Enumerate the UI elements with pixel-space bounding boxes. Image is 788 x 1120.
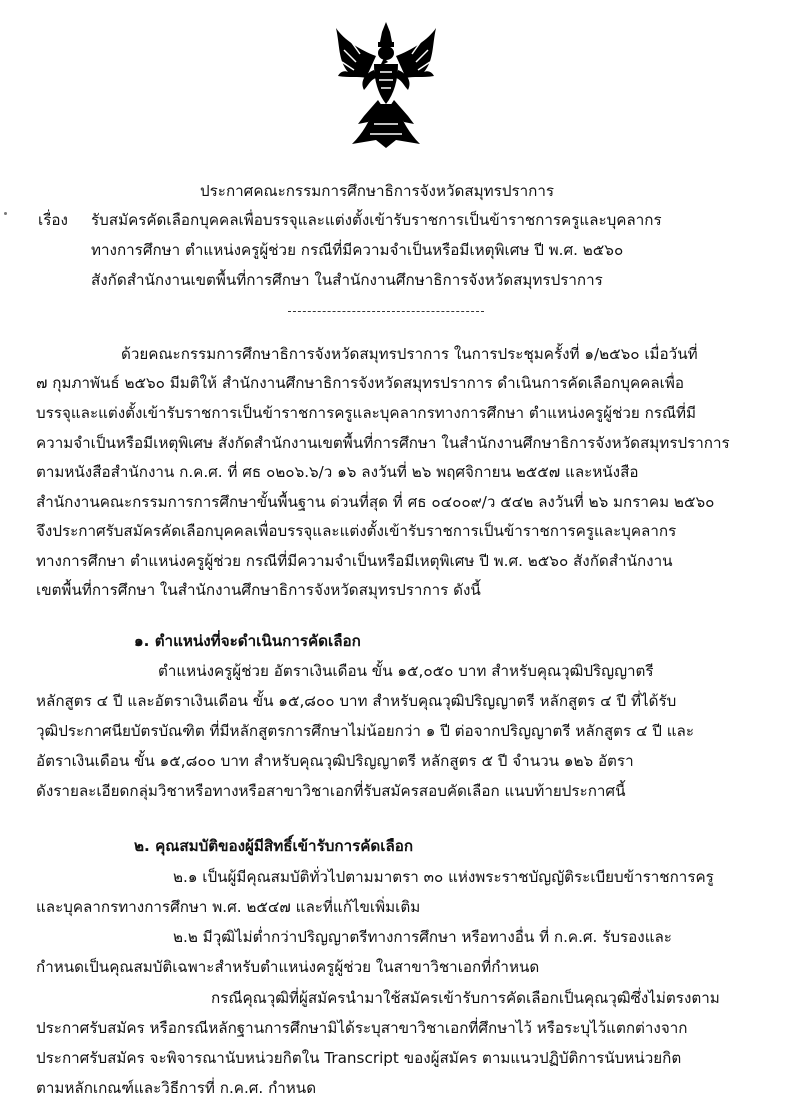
intro-line: ด้วยคณะกรรมการศึกษาธิการจังหวัดสมุทรปราการ ในการประชุมครั้งที่ ๑/๒๕๖๐ เมื่อวันที่ — [121, 345, 698, 363]
section-line: กรณีคุณวุฒิที่ผู้สมัครนำมาใช้สมัครเข้ารับการคัดเลือกเป็นคุณวุฒิซึ่งไม่ตรงตาม — [211, 989, 720, 1007]
section-heading: ๒. คุณสมบัติของผู้มีสิทธิ์เข้ารับการคัดเลือก — [134, 837, 414, 855]
garuda-emblem-icon — [330, 20, 442, 150]
intro-line: จึงประกาศรับสมัครคัดเลือกบุคคลเพื่อบรรจุและแต่งตั้งเข้ารับราชการเป็นข้าราชการครูและบุคลากร — [36, 522, 677, 540]
subject-line: รับสมัครคัดเลือกบุคคลเพื่อบรรจุและแต่งตั้งเข้ารับราชการเป็นข้าราชการครูและบุคลากร — [91, 211, 662, 229]
section-line: ตำแหน่งครูผู้ช่วย อัตราเงินเดือน ขั้น ๑๕,๐๕๐ บาท สำหรับคุณวุฒิปริญญาตรี — [158, 662, 654, 680]
section-line: กำหนดเป็นคุณสมบัติเฉพาะสำหรับตำแหน่งครูผู้ช่วย ในสาขาวิชาเอกที่กำหนด — [36, 958, 540, 976]
section-line: หลักสูตร ๔ ปี และอัตราเงินเดือน ขั้น ๑๕,๘๐๐ บาท สำหรับคุณวุฒิปริญญาตรี หลักสูตร ๔ ปี ที่ได้รับ — [36, 692, 677, 710]
intro-line: ทางการศึกษา ตำแหน่งครูผู้ช่วย กรณีที่มีความจำเป็นหรือมีเหตุพิเศษ ปี พ.ศ. ๒๕๖๐ สังกัดสำนักงาน — [36, 552, 673, 570]
section-heading: ๑. ตำแหน่งที่จะดำเนินการคัดเลือก — [134, 632, 361, 650]
section-line: ประกาศรับสมัคร จะพิจารณานับหน่วยกิตใน Transcript ของผู้สมัคร ตามแนวปฏิบัติการนับหน่วยกิต — [36, 1049, 682, 1067]
intro-line: ๗ กุมภาพันธ์ ๒๕๖๐ มีมติให้ สำนักงานศึกษาธิการจังหวัดสมุทรปราการ ดำเนินการคัดเลือกบุคคลเพื่อ — [36, 374, 684, 392]
intro-line: บรรจุและแต่งตั้งเข้ารับราชการเป็นข้าราชการครูและบุคลากรทางการศึกษา ตำแหน่งครูผู้ช่วย กรณีที่มี — [36, 404, 697, 422]
section-line: วุฒิประกาศนียบัตรบัณฑิต ที่มีหลักสูตรการศึกษาไม่น้อยกว่า ๑ ปี ต่อจากปริญญาตรี หลักสูตร ๔ ปี และ — [36, 722, 695, 740]
intro-line: ตามหนังสือสำนักงาน ก.ค.ศ. ที่ ศธ ๐๒๐๖.๖/ว ๑๖ ลงวันที่ ๒๖ พฤศจิกายน ๒๕๕๗ และหนังสือ — [36, 463, 639, 481]
section-line: ตามหลักเกณฑ์และวิธีการที่ ก.ค.ศ. กำหนด — [36, 1079, 317, 1097]
scan-speck — [4, 212, 7, 215]
header-divider — [288, 311, 484, 312]
intro-line: เขตพื้นที่การศึกษา ในสำนักงานศึกษาธิการจังหวัดสมุทรปราการ ดังนี้ — [36, 581, 481, 599]
section-line: ๒.๑ เป็นผู้มีคุณสมบัติทั่วไปตามมาตรา ๓๐ แห่งพระราชบัญญัติระเบียบข้าราชการครู — [173, 868, 714, 886]
subject-line: สังกัดสำนักงานเขตพื้นที่การศึกษา ในสำนักงานศึกษาธิการจังหวัดสมุทรปราการ — [91, 271, 603, 289]
subject-line: ทางการศึกษา ตำแหน่งครูผู้ช่วย กรณีที่มีความจำเป็นหรือมีเหตุพิเศษ ปี พ.ศ. ๒๕๖๐ — [91, 241, 624, 259]
intro-line: สำนักงานคณะกรรมการการศึกษาขั้นพื้นฐาน ด่วนที่สุด ที่ ศธ ๐๔๐๐๙/ว ๕๔๒ ลงวันที่ ๒๖ มกราคม ๒๕๖๐ — [36, 493, 715, 511]
section-line: ๒.๒ มีวุฒิไม่ต่ำกว่าปริญญาตรีทางการศึกษา หรือทางอื่น ที่ ก.ค.ศ. รับรองและ — [173, 928, 672, 946]
section-line: ดังรายละเอียดกลุ่มวิชาหรือทางหรือสาขาวิชาเอกที่รับสมัครสอบคัดเลือก แนบท้ายประกาศนี้ — [36, 782, 626, 800]
intro-line: ความจำเป็นหรือมีเหตุพิเศษ สังกัดสำนักงานเขตพื้นที่การศึกษา ในสำนักงานศึกษาธิการจังหวัดสมุทรปราการ — [36, 434, 730, 452]
section-line: ประกาศรับสมัคร หรือกรณีหลักฐานการศึกษามิได้ระบุสาขาวิชาเอกที่ศึกษาไว้ หรือระบุไว้แตกต่างจาก — [36, 1019, 688, 1037]
section-line: อัตราเงินเดือน ขั้น ๑๕,๘๐๐ บาท สำหรับคุณวุฒิปริญญาตรี หลักสูตร ๕ ปี จำนวน ๑๒๖ อัตรา — [36, 752, 634, 770]
subject-label: เรื่อง — [38, 211, 68, 229]
section-line: และบุคลากรทางการศึกษา พ.ศ. ๒๕๔๗ และที่แก้ไขเพิ่มเติม — [36, 898, 421, 916]
document-title: ประกาศคณะกรรมการศึกษาธิการจังหวัดสมุทรปราการ — [200, 182, 555, 200]
